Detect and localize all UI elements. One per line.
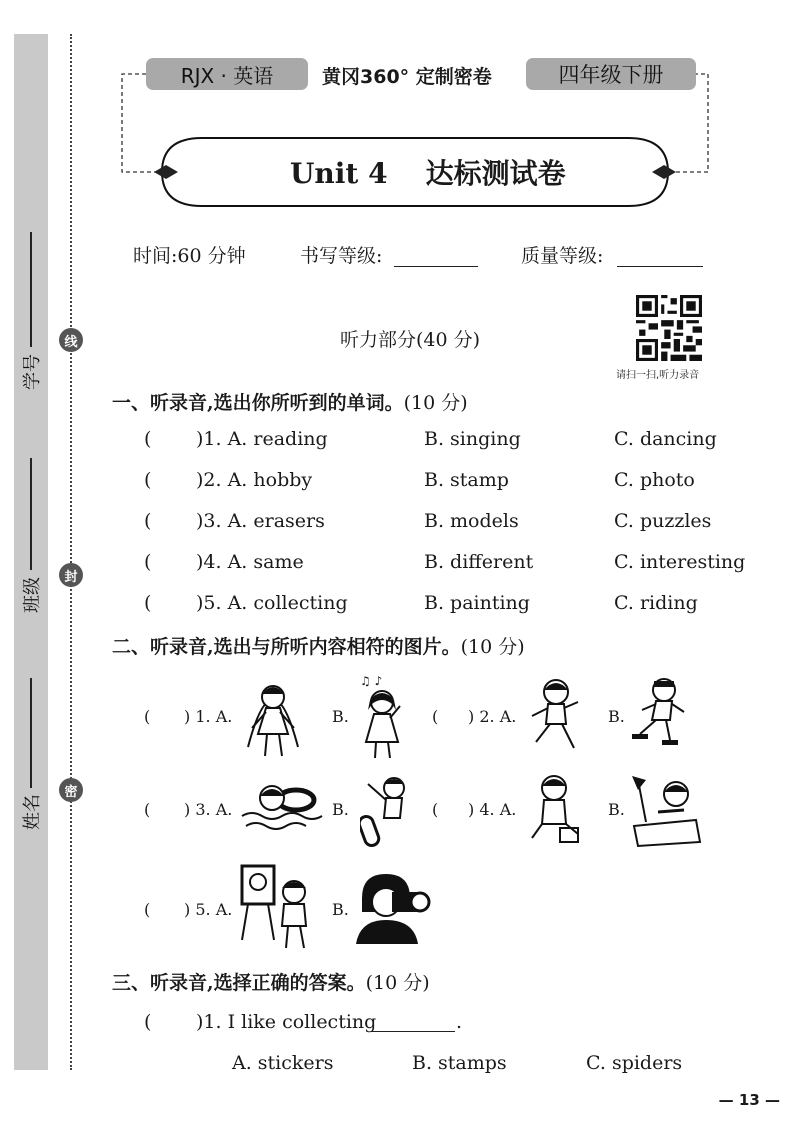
answer-bracket[interactable]: )3. A. erasers bbox=[196, 510, 325, 532]
boy-making-model-picture bbox=[526, 772, 586, 850]
answer-bracket[interactable]: ) 4. A. bbox=[468, 800, 517, 819]
time-label: 时间:60 分钟 bbox=[133, 245, 246, 267]
section3-title: 三、听录音,选择正确的答案。(10 分) bbox=[112, 972, 430, 994]
quality-grade-label: 质量等级: bbox=[521, 245, 604, 267]
answer-bracket[interactable]: )1. A. reading bbox=[196, 428, 328, 450]
option-b: B. different bbox=[424, 551, 534, 573]
page-title bbox=[290, 152, 566, 192]
boy-painting-picture bbox=[238, 862, 316, 952]
series-title: 黄冈360° 定制密卷 bbox=[322, 66, 492, 88]
answer-bracket[interactable]: )5. A. collecting bbox=[196, 592, 348, 614]
boy-doing-puzzle-picture bbox=[628, 772, 702, 848]
option-c: C. spiders bbox=[586, 1052, 683, 1074]
option-c: C. dancing bbox=[614, 428, 717, 450]
boy-skateboarding-picture bbox=[360, 772, 416, 848]
option-c: C. photo bbox=[614, 469, 695, 491]
option-b: B. models bbox=[424, 510, 519, 532]
answer-bracket[interactable]: )4. A. same bbox=[196, 551, 304, 573]
answer-bracket[interactable]: )2. A. hobby bbox=[196, 469, 313, 491]
option-b-label: B. bbox=[332, 707, 349, 726]
test-name: 达标测试卷 bbox=[425, 157, 566, 190]
option-b: B. painting bbox=[424, 592, 530, 614]
mark-secret: 密 bbox=[59, 778, 83, 802]
option-b-label: B. bbox=[332, 800, 349, 819]
class-line bbox=[30, 458, 32, 570]
option-a: A. stickers bbox=[232, 1052, 334, 1074]
page-number: — 13 — bbox=[718, 1091, 780, 1109]
mark-line: 线 bbox=[59, 328, 83, 352]
option-b: B. stamp bbox=[424, 469, 509, 491]
boy-running-picture bbox=[522, 676, 586, 754]
man-taking-photo-picture bbox=[352, 868, 436, 946]
option-b: B. stamps bbox=[412, 1052, 507, 1074]
option-b: B. singing bbox=[424, 428, 521, 450]
mark-seal: 封 bbox=[59, 563, 83, 587]
student-no-label: 学号 bbox=[22, 354, 43, 390]
music-notes-icon: ♫ ♪ bbox=[360, 674, 383, 688]
binding-dotted-line bbox=[70, 34, 72, 1070]
girl-skipping-rope-picture bbox=[238, 672, 308, 762]
student-no-line bbox=[30, 232, 32, 347]
option-b-label: B. bbox=[332, 900, 349, 919]
listening-header: 听力部分(40 分) bbox=[340, 329, 481, 351]
class-label: 班级 bbox=[22, 577, 43, 613]
boy-skating-picture bbox=[628, 676, 690, 748]
option-c: C. riding bbox=[614, 592, 698, 614]
writing-grade-blank[interactable] bbox=[394, 266, 478, 268]
section2-title: 二、听录音,选出与所听内容相符的图片。(10 分) bbox=[112, 636, 525, 658]
option-c: C. interesting bbox=[614, 551, 746, 573]
section1-title: 一、听录音,选出你所听到的单词。(10 分) bbox=[112, 392, 468, 414]
answer-bracket[interactable]: )1. I like collecting bbox=[196, 1011, 377, 1033]
qr-code-icon[interactable] bbox=[636, 295, 702, 361]
subject-badge: RJX · 英语 bbox=[146, 58, 308, 90]
grade-badge: 四年级下册 bbox=[526, 58, 696, 90]
option-b-label: B. bbox=[608, 800, 625, 819]
unit-label: Unit 4 bbox=[290, 157, 388, 190]
writing-grade-label: 书写等级: bbox=[300, 245, 383, 267]
answer-bracket[interactable]: ) 5. A. bbox=[184, 900, 233, 919]
qr-caption: 请扫一扫,听力录音 bbox=[616, 370, 700, 381]
quality-grade-blank[interactable] bbox=[617, 266, 703, 268]
girl-singing-picture bbox=[356, 684, 416, 762]
answer-bracket[interactable]: ) 1. A. bbox=[184, 707, 233, 726]
boy-swimming-picture bbox=[238, 776, 326, 836]
option-b-label: B. bbox=[608, 707, 625, 726]
answer-bracket[interactable]: ) 2. A. bbox=[468, 707, 517, 726]
option-c: C. puzzles bbox=[614, 510, 712, 532]
answer-bracket[interactable]: ) 3. A. bbox=[184, 800, 233, 819]
name-line bbox=[30, 678, 32, 788]
fill-in-blank[interactable] bbox=[371, 1031, 455, 1033]
name-label: 姓名 bbox=[22, 794, 43, 830]
